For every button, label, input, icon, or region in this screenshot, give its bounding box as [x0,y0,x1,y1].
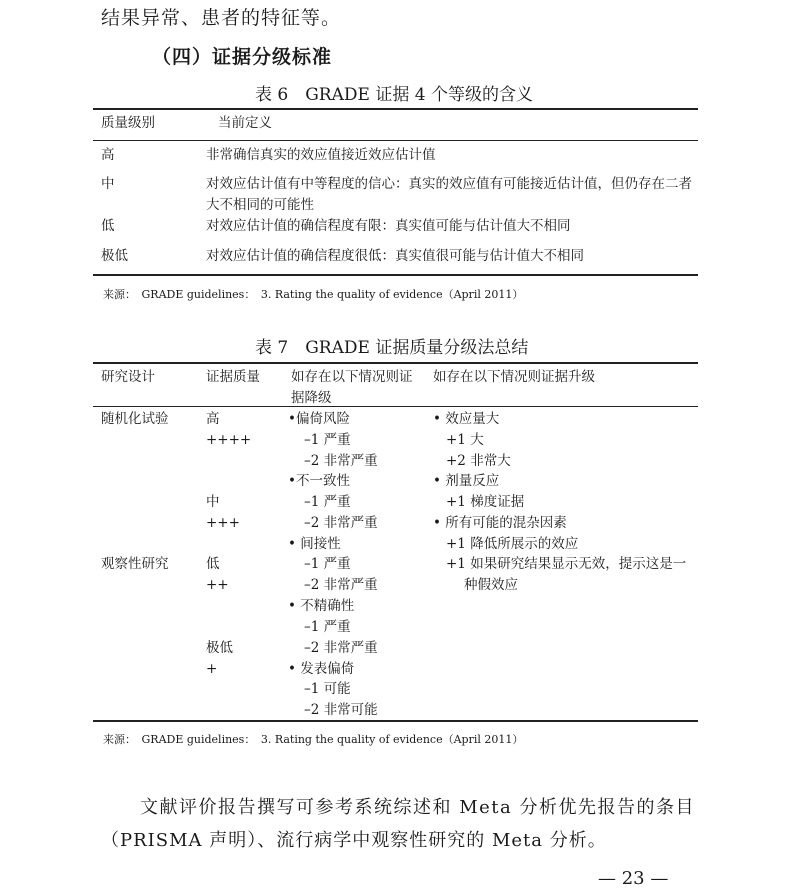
table7-downgrade-item: –2 非常严重 [304,453,378,469]
table7-downgrade-item: –2 非常严重 [304,577,378,593]
table7-upgrade-item: +2 非常大 [446,453,511,469]
table7-upgrade-item: • 效应量大 [433,411,500,427]
table6-caption: 表 6 GRADE 证据 4 个等级的含义 [255,85,533,105]
paragraph-line: 文献评价报告撰写可参考系统综述和 Meta 分析优先报告的条目 [140,797,695,818]
table6-level-high: 高 [101,147,115,163]
table6-def-moderate: 对效应估计值有中等程度的信心：真实的效应值有可能接近估计值，但仍存在二者大不相同的可能性 [206,176,692,213]
table7-downgrade-item: –2 非常严重 [304,515,378,531]
table6-bottom-rule [93,274,698,276]
table7-header-downgrade: 如存在以下情况则证据降级 [291,369,413,406]
table6-def-very-low: 对效应估计值的确信程度很低：真实值很可能与估计值大不相同 [206,248,584,264]
table6-level-very-low: 极低 [101,248,128,264]
table7-downgrade-item: –1 严重 [304,619,351,635]
table7-downgrade-item: •不一致性 [288,473,350,489]
table7-downgrade-item: –1 严重 [304,494,351,510]
table7-upgrade-item: 种假效应 [464,577,518,593]
page-number: — 23 — [598,868,669,889]
table6-level-low: 低 [101,218,115,234]
table7-downgrade-item: –1 可能 [304,681,351,697]
table7-upgrade-item: +1 降低所展示的效应 [446,536,579,552]
paragraph-line: （PRISMA 声明）、流行病学中观察性研究的 Meta 分析。 [101,830,607,851]
table7-bottom-rule [93,720,698,722]
table6-def-low: 对效应估计值的确信程度有限：真实值可能与估计值大不相同 [206,218,571,234]
table7-quality-very-low: 极低 [206,640,233,656]
table7-upgrade-item: +1 大 [446,432,484,448]
table7-downgrade-item: • 不精确性 [288,598,355,614]
table7-design-observational: 观察性研究 [101,556,169,572]
table6-header-level: 质量级别 [101,115,155,131]
table7-quality-very-low-symbol: + [206,661,218,677]
table7-top-rule [93,362,698,364]
section-heading: （四）证据分级标准 [152,46,333,68]
table7-quality-low: 低 [206,556,220,572]
table7-header-quality: 证据质量 [206,369,260,385]
table6-top-rule [93,108,698,110]
table7-quality-high-symbol: ++++ [206,432,252,448]
table7-quality-low-symbol: ++ [206,577,229,593]
table6-source: 来源： GRADE guidelines： 3. Rating the quality of evidence（April 2011） [103,288,524,301]
table7-downgrade-item: •偏倚风险 [288,411,350,427]
table7-downgrade-item: –2 非常可能 [304,702,378,718]
table7-upgrade-item: +1 如果研究结果显示无效，提示这是一 [446,556,687,572]
table6-header-definition: 当前定义 [218,115,272,131]
table7-downgrade-item: –1 严重 [304,556,351,572]
table6-def-high: 非常确信真实的效应值接近效应估计值 [206,147,436,163]
table7-upgrade-item: • 所有可能的混杂因素 [433,515,567,531]
body-text-line: 结果异常、患者的特征等。 [101,7,342,29]
table6-level-moderate: 中 [101,176,115,192]
table7-upgrade-item: +1 梯度证据 [446,494,525,510]
table7-design-rct: 随机化试验 [101,411,169,427]
table7-downgrade-item: • 间接性 [288,536,341,552]
table7-downgrade-item: • 发表偏倚 [288,661,355,677]
table7-source: 来源： GRADE guidelines： 3. Rating the quality of evidence（April 2011） [103,733,524,746]
table7-upgrade-item: • 剂量反应 [433,473,500,489]
table7-quality-high: 高 [206,411,220,427]
table7-quality-moderate: 中 [206,494,220,510]
table7-downgrade-item: –1 严重 [304,432,351,448]
table7-header-upgrade: 如存在以下情况则证据升级 [433,369,595,385]
table6-header-rule [93,140,698,141]
table7-quality-moderate-symbol: +++ [206,515,240,531]
table7-header-design: 研究设计 [101,369,155,385]
table7-header-rule [93,406,698,407]
table7-caption: 表 7 GRADE 证据质量分级法总结 [255,338,529,358]
table7-downgrade-item: –2 非常严重 [304,640,378,656]
